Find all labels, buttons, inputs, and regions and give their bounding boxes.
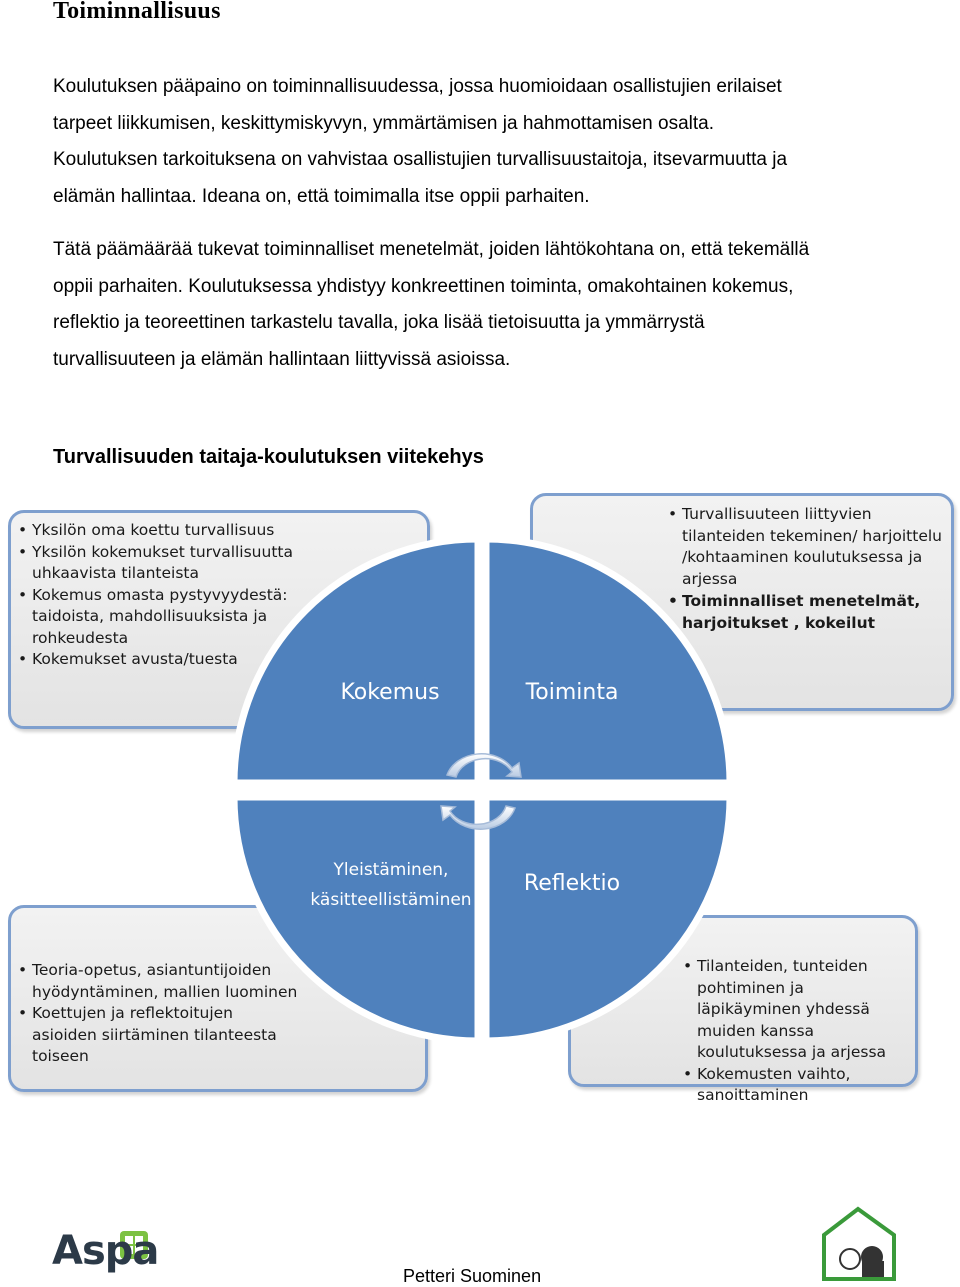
page-heading: Toiminnallisuus bbox=[53, 0, 221, 24]
paragraph-line: turvallisuuteen ja elämän hallintaan liittyvissä asioissa. bbox=[53, 348, 511, 370]
list-item: • Yksilön oma koettu turvallisuus bbox=[18, 520, 298, 542]
taitajat-logo bbox=[824, 1209, 894, 1279]
box-bottom-left-list bbox=[18, 960, 298, 1068]
list-item: • Toiminnalliset menetelmät, harjoitukset , kokeilut bbox=[668, 591, 950, 634]
list-item: • Tilanteiden, tunteiden pohtiminen ja läpikäyminen yhdessä muiden kanssa koulutuksessa ja arjessa bbox=[683, 956, 911, 1064]
list-item: • Yksilön kokemukset turvallisuutta uhkaavista tilanteista bbox=[18, 542, 298, 585]
quadrant-label-kokemus: Kokemus bbox=[340, 680, 440, 705]
footer-author: Petteri Suominen bbox=[403, 1266, 542, 1286]
aspa-logo: Aspa bbox=[52, 1228, 159, 1274]
list-item: • Kokemus omasta pystyvyydestä: taidoista, mahdollisuuksista ja rohkeudesta bbox=[18, 585, 298, 650]
box-top-right-list bbox=[668, 504, 950, 634]
list-item: • Koettujen ja reflektoitujen asioiden siirtäminen tilanteesta toiseen bbox=[18, 1003, 298, 1068]
list-item: • Kokemusten vaihto, sanoittaminen bbox=[683, 1064, 911, 1107]
paragraph-line: reflektio ja teoreettinen tarkastelu tavalla, joka lisää tietoisuutta ja ymmärrystä bbox=[53, 312, 705, 333]
box-bottom-right-list bbox=[683, 956, 911, 1107]
quadrant-label-yleistaminen-1: Yleistäminen, bbox=[333, 860, 449, 880]
box-top-left-list bbox=[18, 520, 298, 671]
paragraph-line: Koulutuksen tarkoituksena on vahvistaa osallistujien turvallisuustaitoja, itsevarmuutta ja bbox=[53, 149, 788, 170]
quadrant-label-toiminta: Toiminta bbox=[525, 680, 619, 705]
list-item: • Kokemukset avusta/tuesta bbox=[18, 649, 298, 671]
paragraph-line: oppii parhaiten. Koulutuksessa yhdistyy konkreettinen toiminta, omakohtainen kokemus, bbox=[53, 275, 794, 297]
list-item: • Teoria-opetus, asiantuntijoiden hyödyntäminen, mallien luominen bbox=[18, 960, 298, 1003]
quadrant-label-reflektio: Reflektio bbox=[523, 871, 621, 896]
list-item: • Turvallisuuteen liittyvien tilanteiden tekeminen/ harjoittelu /kohtaaminen koulutuksessa ja arjessa bbox=[668, 504, 950, 590]
quadrant-label-yleistaminen-2: käsitteellistäminen bbox=[310, 890, 472, 910]
paragraph-line: Koulutuksen pääpaino on toiminnallisuudessa, jossa huomioidaan osallistujien erilaiset bbox=[53, 76, 782, 97]
paragraph-line: tarpeet liikkumisen, keskittymiskyvyn, ymmärtämisen ja hahmottamisen osalta. bbox=[53, 112, 715, 134]
paragraph-line: elämän hallintaa. Ideana on, että toimimalla itse oppii parhaiten. bbox=[53, 185, 590, 207]
framework-title: Turvallisuuden taitaja-koulutuksen viitekehys bbox=[53, 446, 484, 468]
paragraph-line: Tätä päämäärää tukevat toiminnalliset menetelmät, joiden lähtökohtana on, että tekemällä bbox=[53, 239, 810, 260]
